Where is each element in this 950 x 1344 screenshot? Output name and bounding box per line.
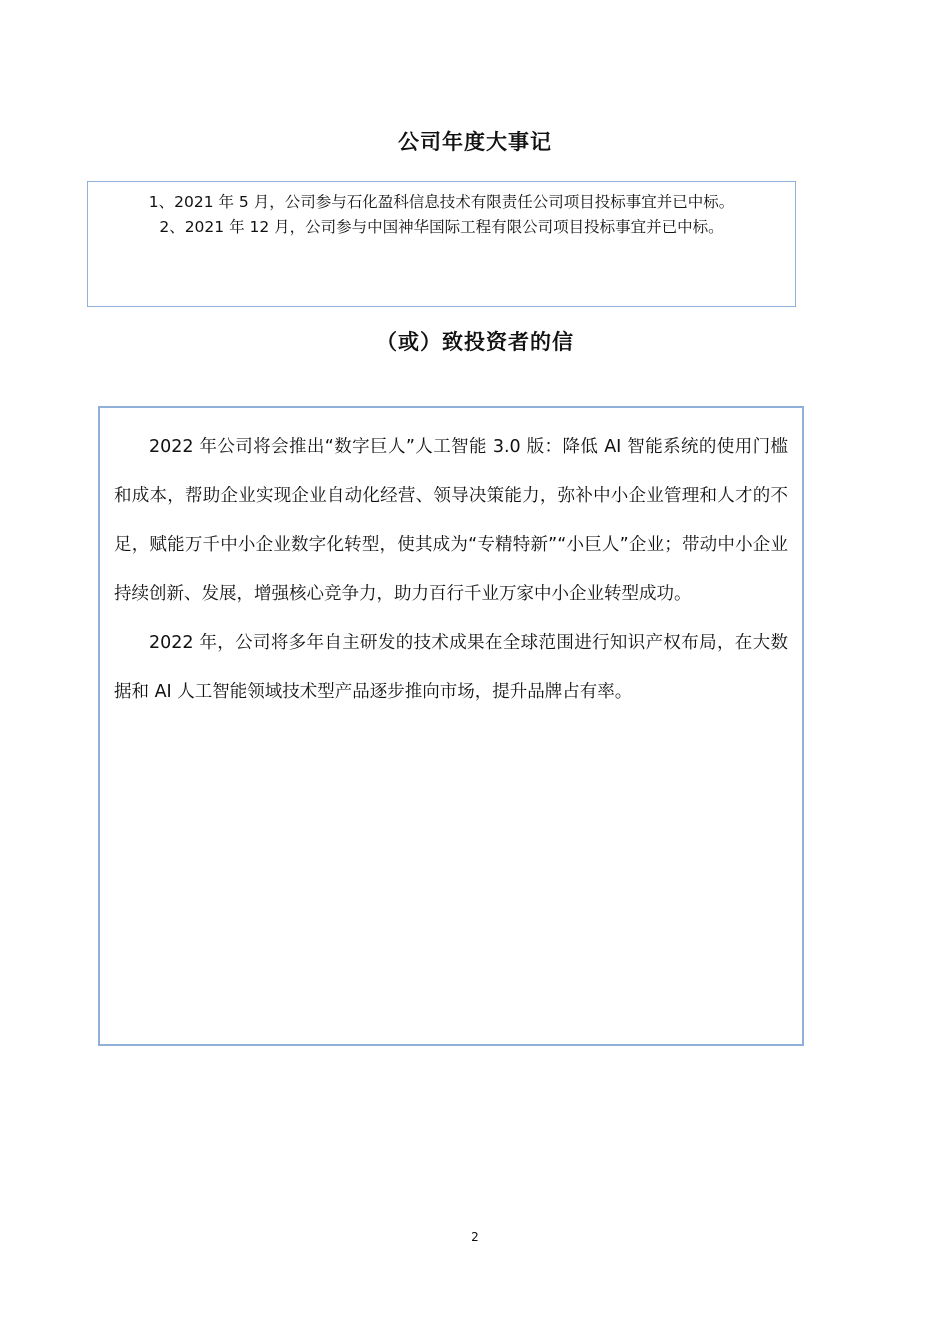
events-section-title: 公司年度大事记	[398, 130, 552, 154]
event-item-1: 1、2021 年 5 月，公司参与石化盈科信息技术有限责任公司项目投标事宜并已中标。	[148, 193, 735, 211]
event-item-2: 2、2021 年 12 月，公司参与中国神华国际工程有限公司项目投标事宜并已中标。	[159, 218, 724, 236]
letter-paragraph-2: 2022 年，公司将多年自主研发的技术成果在全球范围进行知识产权布局，在大数据和 AI 人工智能领域技术型产品逐步推向市场，提升品牌占有率。	[114, 633, 788, 702]
investor-letter-title: （或）致投资者的信	[376, 330, 574, 354]
page-number: 2	[471, 1230, 479, 1244]
events-box	[87, 181, 796, 307]
investor-letter-box	[98, 406, 804, 1046]
letter-paragraph-1: 2022 年公司将会推出“数字巨人”人工智能 3.0 版：降低 AI 智能系统的使用门槛和成本，帮助企业实现企业自动化经营、领导决策能力，弥补中小企业管理和人才的不足，赋能万千中小企业数字化转型，使其成为“专精特新”“小巨人”企业；带动中小企业持续创新、发展，增强核心竞争力，助力百行千业万家中小企业转型成功。	[114, 437, 788, 604]
